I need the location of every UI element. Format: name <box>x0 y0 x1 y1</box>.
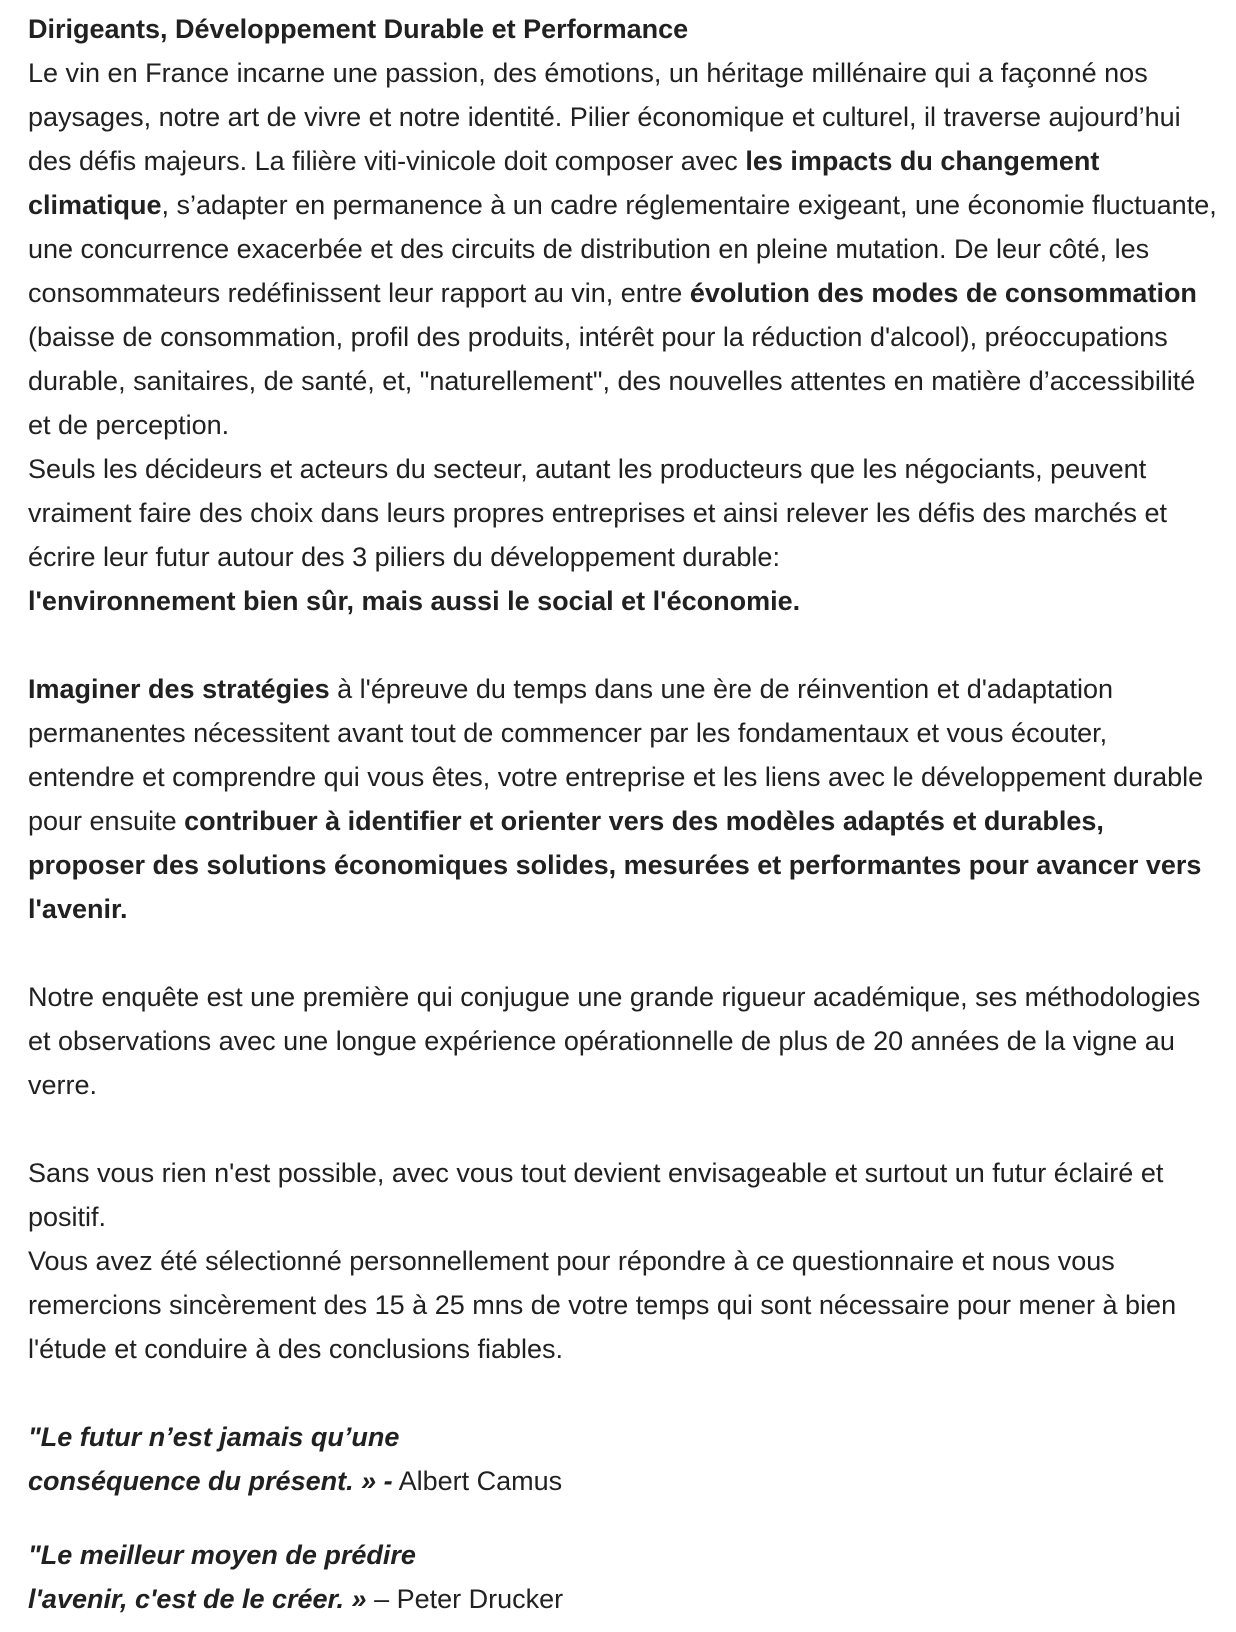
quote-drucker-line-1: "Le meilleur moyen de prédire <box>28 1540 416 1570</box>
intro-text-1: Le vin en France incarne une passion, des émotions, un héritage millénaire qui a façonné nos paysages, notre art de vivre et notre identité. Pilier économique et culturel, il traverse aujourd’hui des défis majeurs. La filière viti-vinicole doit composer avec <box>28 58 1181 176</box>
quote-drucker-author: – Peter Drucker <box>366 1584 564 1614</box>
quote-drucker <box>28 1533 1218 1621</box>
quote-camus-line-2: conséquence du présent. » - <box>28 1466 393 1496</box>
strategies-bold: Imaginer des stratégies <box>28 674 330 704</box>
document-title: Dirigeants, Développement Durable et Performance <box>28 14 689 44</box>
intro-bold-climate: les impacts du changement climatique <box>28 146 1100 220</box>
survey-paragraph: Notre enquête est une première qui conjugue une grande rigueur académique, ses méthodologies et observations avec une longue expérience opérationnelle de plus de 20 années de la vigne au verre. <box>28 982 1201 1100</box>
intro-text-2: , s’adapter en permanence à un cadre réglementaire exigeant, une économie fluctuante, une concurrence exacerbée et des circuits de distribution en pleine mutation. De leur côté, les consommateurs redéfinissent leur rapport au vin, entre <box>28 190 1217 308</box>
quote-drucker-line-2: l'avenir, c'est de le créer. » <box>28 1584 367 1614</box>
strategies-paragraph <box>28 667 1218 931</box>
intro-bold-consumption: évolution des modes de consommation <box>689 278 1197 308</box>
quote-camus-line-1: "Le futur n’est jamais qu’une <box>28 1422 400 1452</box>
quote-camus <box>28 1415 1218 1503</box>
survey-intro-document <box>28 7 1218 1621</box>
quote-camus-author: Albert Camus <box>392 1466 563 1496</box>
decision-makers-text: Seuls les décideurs et acteurs du secteur, autant les producteurs que les négociants, peuvent vraiment faire des choix dans leurs propres entreprises et ainsi relever les défis des marchés et écrire leur futur autour des 3 piliers du développement durable: <box>28 454 1168 572</box>
intro-text-3: (baisse de consommation, profil des produits, intérêt pour la réduction d'alcool), préoccupations durable, sanitaires, de santé, et, "naturellement", des nouvelles attentes en matière d’accessibilité et de perception. <box>28 322 1196 440</box>
pillars-bold: l'environnement bien sûr, mais aussi le social et l'économie. <box>28 586 801 616</box>
intro-paragraph <box>28 51 1218 447</box>
strategies-text: à l'épreuve du temps dans une ère de réinvention et d'adaptation permanentes nécessitent avant tout de commencer par les fondamentaux et vous écouter, entendre et comprendre qui vous êtes, votre entreprise et les liens avec le développement durable pour ensuite <box>28 674 1204 836</box>
thanks-paragraph-1: Sans vous rien n'est possible, avec vous tout devient envisageable et surtout un futur éclairé et positif. <box>28 1158 1164 1232</box>
strategies-bold-conclusion: contribuer à identifier et orienter vers des modèles adaptés et durables, proposer des solutions économiques solides, mesurées et performantes pour avancer vers l'avenir. <box>28 806 1202 924</box>
decision-makers-paragraph <box>28 447 1218 623</box>
thanks-paragraph-2: Vous avez été sélectionné personnellement pour répondre à ce questionnaire et nous vous remercions sincèrement des 15 à 25 mns de votre temps qui sont nécessaire pour mener à bien l'étude et conduire à des conclusions fiables. <box>28 1246 1177 1364</box>
